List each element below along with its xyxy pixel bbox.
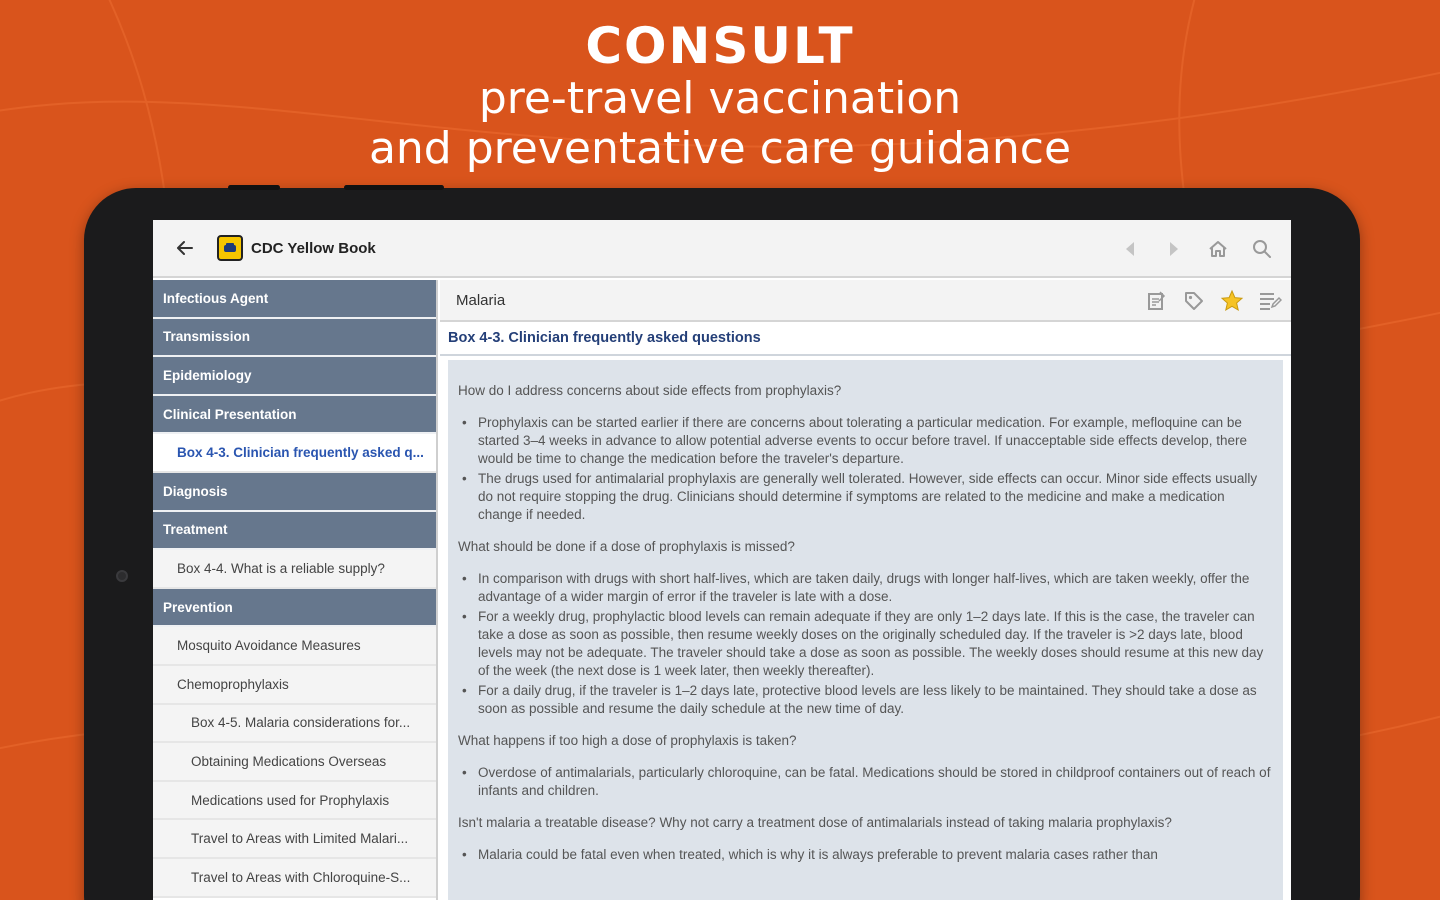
content-pane [440,280,1291,900]
favorite-button[interactable] [1219,288,1245,314]
faq-answer-list [458,846,1271,864]
faq-answer: • The drugs used for antimalarial prophylaxis are generally well tolerated. However, side effects can occur. Minor side effects usually do not require stopping the drug. Clinicians should determine if symptoms are related to the medicine and make a medication change if needed. [478,470,1271,524]
faq-answer: • Prophylaxis can be started earlier if there are concerns about tolerating a particular medication. For example, mefloquine can be started 3–4 weeks in advance to allow potential adverse events to occur before travel. If unacceptable side effects develop, there would be time to change the medication before the traveler's departure. [478,414,1271,468]
sidebar-toc [153,280,438,900]
tablet-button [228,185,280,190]
sidebar-item-transmission[interactable]: Transmission [153,319,436,358]
sidebar-item-mosquito-avoidance[interactable]: Mosquito Avoidance Measures [153,627,436,666]
faq-answer: • For a weekly drug, prophylactic blood levels can remain adequate if they are only 1–2 days late. If this is the case, the traveler can take a dose as soon as possible, then resume weekly doses on the originally scheduled day. If the traveler is >2 days late, blood levels may not be adequate. The traveler should take a dose as soon as possible. The weekly doses should resume at this new day of the week (the next dose is 1 week later, then weekly thereafter). [478,608,1271,680]
app-title: CDC Yellow Book [251,239,376,257]
next-button[interactable] [1161,236,1187,262]
faq-question: What happens if too high a dose of prophylaxis is taken? [458,733,797,748]
promo-subline-1: pre-travel vaccination [478,73,962,124]
faq-answer: • For a daily drug, if the traveler is 1–2 days late, protective blood levels are less likely to be maintained. They should take a dose as soon as possible and resume the daily schedule at the new time of day. [478,682,1271,718]
app-bar [153,220,1291,278]
promo-headline [0,18,1440,174]
faq-answer: • Overdose of antimalarials, particularly chloroquine, can be fatal. Medications should be stored in childproof containers out of reach of infants and children. [478,764,1271,800]
sidebar-item-travel-limited-malaria[interactable]: Travel to Areas with Limited Malari... [153,820,436,859]
star-icon [1220,289,1244,313]
tag-icon [1183,290,1205,312]
home-icon [1207,238,1229,260]
app-bar-actions [1117,220,1275,278]
camera-icon [116,570,128,582]
faq-box [448,360,1283,900]
sidebar-item-box-4-4[interactable]: Box 4-4. What is a reliable supply? [153,550,436,589]
sidebar-item-box-4-5[interactable]: Box 4-5. Malaria considerations for... [153,705,436,744]
box-title: Box 4-3. Clinician frequently asked questions [440,322,1291,356]
contents-icon [1258,290,1282,312]
tag-button[interactable] [1181,288,1207,314]
sidebar-item-obtaining-medications[interactable]: Obtaining Medications Overseas [153,743,436,782]
sidebar-item-clinical-presentation[interactable]: Clinical Presentation [153,396,436,435]
sidebar-item-treatment[interactable]: Treatment [153,512,436,551]
promo-title: CONSULT [585,17,855,75]
sidebar-item-infectious-agent[interactable]: Infectious Agent [153,280,436,319]
sidebar-item-chemoprophylaxis[interactable]: Chemoprophylaxis [153,666,436,705]
faq-question: How do I address concerns about side effects from prophylaxis? [458,383,842,398]
notes-button[interactable] [1143,288,1169,314]
sidebar-item-diagnosis[interactable]: Diagnosis [153,473,436,512]
home-button[interactable] [1205,236,1231,262]
chapter-title: Malaria [456,291,506,309]
sidebar-item-travel-chloroquine[interactable]: Travel to Areas with Chloroquine-S... [153,859,436,898]
content-header [440,280,1291,322]
sidebar-item-medications-prophylaxis[interactable]: Medications used for Prophylaxis [153,782,436,821]
faq-answer: • Malaria could be fatal even when treated, which is why it is always preferable to prevent malaria cases rather than [478,846,1271,864]
faq-question: What should be done if a dose of prophylaxis is missed? [458,539,795,554]
faq-answer-list [458,764,1271,800]
back-arrow-icon [175,238,195,258]
contents-button[interactable] [1257,288,1283,314]
content-tools [1143,280,1283,322]
faq-answer-list [458,570,1271,718]
sidebar-item-prevention[interactable]: Prevention [153,589,436,628]
faq-question: Isn't malaria a treatable disease? Why not carry a treatment dose of antimalarials instead of taking malaria prophylaxis? [458,815,1172,830]
sidebar-item-epidemiology[interactable]: Epidemiology [153,357,436,396]
search-icon [1251,238,1273,260]
promo-subline-2: and preventative care guidance [368,123,1072,174]
prev-icon [1123,240,1137,258]
notes-icon [1145,290,1167,312]
sidebar-item-box-4-3[interactable]: Box 4-3. Clinician frequently asked q... [153,434,436,473]
faq-answer: • In comparison with drugs with short half-lives, which are taken daily, drugs with longer half-lives, which are taken weekly, offer the advantage of a wider margin of error if the traveler is late with a dose. [478,570,1271,606]
app-screen [153,220,1291,900]
back-button[interactable] [153,220,217,277]
search-button[interactable] [1249,236,1275,262]
faq-answer-list [458,414,1271,524]
prev-button[interactable] [1117,236,1143,262]
app-logo-icon [217,235,243,261]
tablet-button [344,185,444,190]
next-icon [1167,240,1181,258]
